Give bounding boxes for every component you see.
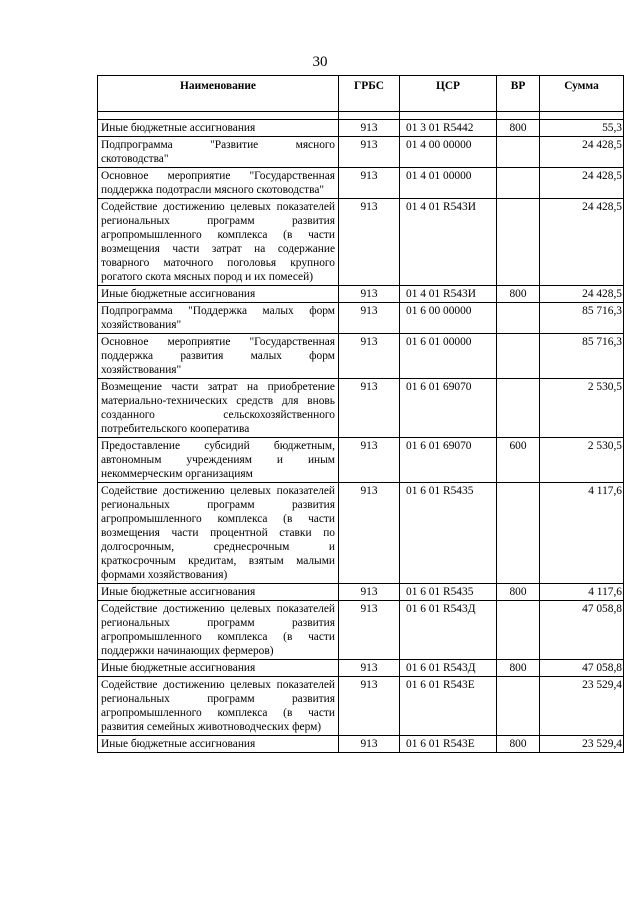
table-row — [98, 120, 624, 137]
cell-vr — [497, 379, 540, 438]
table-row — [98, 483, 624, 584]
cell-grbs: 913 — [339, 334, 400, 379]
cell-csr: 01 4 00 00000 — [400, 137, 497, 168]
cell-sum: 24 428,5 — [540, 286, 624, 303]
cell-sum: 2 530,5 — [540, 379, 624, 438]
table-row — [98, 168, 624, 199]
table-row — [98, 660, 624, 677]
cell-sum: 4 117,6 — [540, 483, 624, 584]
cell-csr: 01 6 00 00000 — [400, 303, 497, 334]
cell-sum: 85 716,3 — [540, 334, 624, 379]
cell-vr — [497, 168, 540, 199]
cell-csr: 01 4 01 R543И — [400, 199, 497, 286]
cell-grbs: 913 — [339, 483, 400, 584]
table-header-row — [98, 76, 624, 112]
cell-sum: 2 530,5 — [540, 438, 624, 483]
cell-csr: 01 4 01 00000 — [400, 168, 497, 199]
table-row — [98, 286, 624, 303]
table-row — [98, 199, 624, 286]
table-row — [98, 379, 624, 438]
table-row — [98, 677, 624, 736]
cell-sum: 55,3 — [540, 120, 624, 137]
cell-sum: 4 117,6 — [540, 584, 624, 601]
cell-vr — [497, 137, 540, 168]
cell-csr: 01 6 01 00000 — [400, 334, 497, 379]
cell-sum: 47 058,8 — [540, 601, 624, 660]
table-row — [98, 736, 624, 753]
cell-sum: 23 529,4 — [540, 736, 624, 753]
cell-csr: 01 6 01 69070 — [400, 379, 497, 438]
cell-name: Иные бюджетные ассигнования — [98, 660, 339, 677]
cell-name: Предоставление субсидий бюджетным, автономным учреждениям и иным некоммерческим организациям — [98, 438, 339, 483]
cell-sum: 24 428,5 — [540, 168, 624, 199]
cell-name: Подпрограмма "Развитие мясного скотоводства" — [98, 137, 339, 168]
cell-name: Иные бюджетные ассигнования — [98, 286, 339, 303]
table-row — [98, 303, 624, 334]
cell-grbs: 913 — [339, 137, 400, 168]
table-row — [98, 601, 624, 660]
cell-sum: 23 529,4 — [540, 677, 624, 736]
cell-csr: 01 6 01 R5435 — [400, 483, 497, 584]
cell-name: Подпрограмма "Поддержка малых форм хозяйствования" — [98, 303, 339, 334]
cell-name: Содействие достижению целевых показателей региональных программ развития агропромышленного комплекса (в части поддержки начинающих фермеров) — [98, 601, 339, 660]
cell-vr — [497, 483, 540, 584]
cell-grbs: 913 — [339, 438, 400, 483]
cell-vr — [497, 199, 540, 286]
cell-grbs: 913 — [339, 286, 400, 303]
cell-sum: 24 428,5 — [540, 137, 624, 168]
cell-name: Содействие достижению целевых показателей региональных программ развития агропромышленного комплекса (в части развития семейных животноводческих ферм) — [98, 677, 339, 736]
table-row — [98, 334, 624, 379]
cell-name: Иные бюджетные ассигнования — [98, 584, 339, 601]
table-row — [98, 137, 624, 168]
cell-sum: 24 428,5 — [540, 199, 624, 286]
cell-vr: 800 — [497, 660, 540, 677]
page-number: 30 — [312, 54, 328, 70]
cell-grbs: 913 — [339, 379, 400, 438]
header-spacer-row — [98, 112, 624, 120]
cell-vr: 800 — [497, 120, 540, 137]
budget-table — [97, 75, 624, 753]
cell-vr: 600 — [497, 438, 540, 483]
cell-name: Иные бюджетные ассигнования — [98, 736, 339, 753]
cell-csr: 01 6 01 69070 — [400, 438, 497, 483]
cell-vr: 800 — [497, 736, 540, 753]
table-row — [98, 584, 624, 601]
cell-csr: 01 6 01 R5435 — [400, 584, 497, 601]
cell-vr — [497, 303, 540, 334]
cell-name: Возмещение части затрат на приобретение материально-технических средств для вновь созданного сельскохозяйственного потребительского кооператива — [98, 379, 339, 438]
header-vr: ВР — [497, 76, 540, 112]
cell-vr — [497, 677, 540, 736]
cell-name: Содействие достижению целевых показателей региональных программ развития агропромышленного комплекса (в части возмещения части затрат на содержание товарного маточного поголовья крупного рогатого скота мясных пород и их помесей) — [98, 199, 339, 286]
cell-csr: 01 6 01 R543Д — [400, 660, 497, 677]
header-grbs: ГРБС — [339, 76, 400, 112]
cell-csr: 01 6 01 R543Д — [400, 601, 497, 660]
header-sum: Сумма — [540, 76, 624, 112]
header-name: Наименование — [98, 76, 339, 112]
cell-grbs: 913 — [339, 584, 400, 601]
cell-csr: 01 6 01 R543Е — [400, 736, 497, 753]
cell-grbs: 913 — [339, 736, 400, 753]
cell-name: Содействие достижению целевых показателей региональных программ развития агропромышленного комплекса (в части возмещения части процентной ставки по долгосрочным, среднесрочным и краткосрочным кредитам, взятым малыми формами хозяйствования) — [98, 483, 339, 584]
cell-csr: 01 3 01 R5442 — [400, 120, 497, 137]
cell-grbs: 913 — [339, 120, 400, 137]
cell-vr: 800 — [497, 584, 540, 601]
header-csr: ЦСР — [400, 76, 497, 112]
cell-name: Основное мероприятие "Государственная поддержка развития малых форм хозяйствования" — [98, 334, 339, 379]
cell-csr: 01 6 01 R543Е — [400, 677, 497, 736]
cell-grbs: 913 — [339, 677, 400, 736]
cell-vr: 800 — [497, 286, 540, 303]
cell-grbs: 913 — [339, 303, 400, 334]
cell-vr — [497, 601, 540, 660]
cell-csr: 01 4 01 R543И — [400, 286, 497, 303]
cell-grbs: 913 — [339, 660, 400, 677]
cell-grbs: 913 — [339, 601, 400, 660]
cell-sum: 47 058,8 — [540, 660, 624, 677]
cell-grbs: 913 — [339, 168, 400, 199]
cell-sum: 85 716,3 — [540, 303, 624, 334]
table-row — [98, 438, 624, 483]
cell-vr — [497, 334, 540, 379]
cell-name: Основное мероприятие "Государственная поддержка подотрасли мясного скотоводства" — [98, 168, 339, 199]
cell-name: Иные бюджетные ассигнования — [98, 120, 339, 137]
cell-grbs: 913 — [339, 199, 400, 286]
